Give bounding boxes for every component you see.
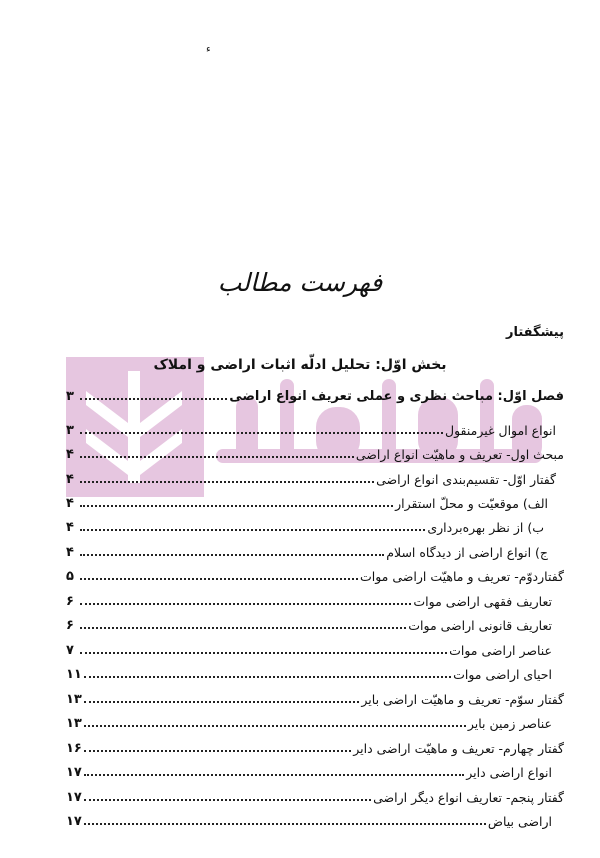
toc-entry-title: تعاریف قانونی اراضی موات xyxy=(408,618,552,633)
dot-leader xyxy=(84,725,466,727)
toc-entry[interactable] xyxy=(66,687,564,707)
toc-entry-title: تعاریف فقهی اراضی موات xyxy=(413,594,552,609)
toc-entry[interactable] xyxy=(66,564,564,584)
toc-entry[interactable] xyxy=(66,540,548,560)
toc-entry-page: ۱۶ xyxy=(66,741,82,756)
toc-entry-title: عناصر زمین بایر xyxy=(467,716,552,731)
toc-entry-page: ۷ xyxy=(66,643,74,658)
toc-entry-title: گفتار چهارم- تعریف و ماهیّت اراضی دایر xyxy=(353,741,564,756)
toc-entry-title: مبحث اول- تعریف و ماهیّت انواع اراضی xyxy=(355,447,564,462)
dot-leader xyxy=(84,823,486,825)
toc-entry-page: ۱۷ xyxy=(66,814,82,829)
dot-leader xyxy=(80,456,354,458)
toc-entry[interactable] xyxy=(66,662,552,682)
toc-entry-title: انواع اراضی دایر xyxy=(466,765,552,780)
toc-entry[interactable] xyxy=(66,589,552,609)
toc-entry-page: ۳ xyxy=(66,423,74,438)
dot-leader xyxy=(80,603,411,605)
dot-leader xyxy=(84,774,464,776)
toc-entry[interactable] xyxy=(66,491,548,511)
toc-entry[interactable] xyxy=(66,809,552,829)
toc-entry-page: ۶ xyxy=(66,594,74,609)
preface-heading: پیشگفتار xyxy=(505,325,564,340)
toc-entry-title: گفتار اوّل- تقسیم‌بندی انواع اراضی xyxy=(376,472,556,487)
toc-entry[interactable] xyxy=(66,467,556,487)
toc-entry-page: ۱۳ xyxy=(66,716,82,731)
toc-entry-page: ۱۳ xyxy=(66,692,82,707)
toc-entry-page: ۴ xyxy=(66,472,74,487)
toc-entry-page: ۴ xyxy=(66,496,74,511)
page-title: فهرست مطالب xyxy=(217,268,383,297)
dot-leader xyxy=(80,652,447,654)
toc-entry-title: گفتار سوّم- تعریف و ماهیّت اراضی بایر xyxy=(361,692,564,707)
dot-leader xyxy=(80,398,227,400)
part-heading: بخش اوّل: تحلیل ادلّه اثبات اراضی و املاک xyxy=(153,357,447,373)
dot-leader xyxy=(80,554,384,556)
toc-entry-page: ۵ xyxy=(66,569,74,584)
toc-entry[interactable] xyxy=(66,418,556,438)
toc-entry-title: احیای اراضی موات xyxy=(453,667,552,682)
toc-entry-page: ۱۱ xyxy=(66,667,82,682)
dot-leader xyxy=(80,432,443,434)
toc-entry[interactable] xyxy=(66,760,552,780)
toc-entry-page: ۱۷ xyxy=(66,765,82,780)
dot-leader xyxy=(80,529,425,531)
toc-entry-page: ۶ xyxy=(66,618,74,633)
toc-entry[interactable] xyxy=(66,515,544,535)
toc-entry-title: الف) موقعیّت و محلّ استقرار xyxy=(395,496,548,511)
toc-entry-title: عناصر اراضی موات xyxy=(449,643,552,658)
toc-entry-page: ۴ xyxy=(66,520,74,535)
toc-entry-title: گفتار پنجم- تعاریف انواع دیگر اراضی xyxy=(373,790,564,805)
toc-entry-title: ج) انواع اراضی از دیدگاه اسلام xyxy=(386,545,548,560)
toc-entry-title: گفتاردوّم- تعریف و ماهیّت اراضی موات xyxy=(359,569,564,584)
toc-entry[interactable] xyxy=(66,785,564,805)
toc-entry[interactable] xyxy=(66,613,552,633)
toc-entry-title: ب) از نظر بهره‌برداری xyxy=(427,520,544,535)
dot-leader xyxy=(84,799,371,801)
dot-leader xyxy=(84,750,351,752)
page-mark: ء xyxy=(206,44,211,55)
dot-leader xyxy=(84,676,451,678)
toc-entry-page: ۳ xyxy=(66,389,74,404)
toc-entry-title: انواع اموال غیرمنقول xyxy=(444,423,556,438)
toc-entry[interactable] xyxy=(66,638,552,658)
toc-entry[interactable] xyxy=(66,711,552,731)
dot-leader xyxy=(80,578,358,580)
toc-entry-page: ۴ xyxy=(66,447,74,462)
toc-entry[interactable] xyxy=(66,384,564,404)
dot-leader xyxy=(84,701,360,703)
toc-entry-title: فصل اوّل: مباحث نظری و عملی تعریف انواع اراضی xyxy=(229,389,564,404)
toc-entry-page: ۱۷ xyxy=(66,790,82,805)
toc-entry[interactable] xyxy=(66,736,564,756)
toc-entry-page: ۴ xyxy=(66,545,74,560)
toc-entry[interactable] xyxy=(66,442,564,462)
toc-entry-title: اراضی بیاض xyxy=(487,814,552,829)
dot-leader xyxy=(80,627,406,629)
dot-leader xyxy=(80,481,374,483)
dot-leader xyxy=(80,505,393,507)
